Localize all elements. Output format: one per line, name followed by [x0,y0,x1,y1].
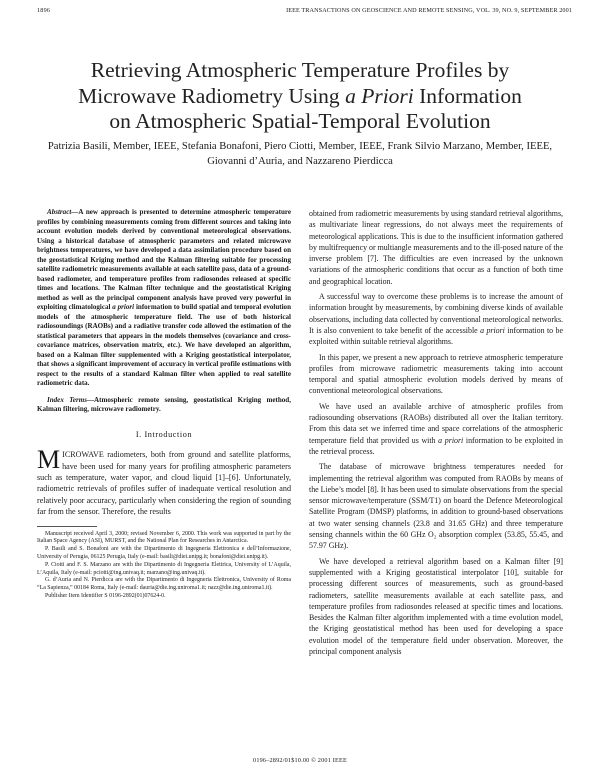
abstract-text-2: information to build spatial and temporal evolution models of the atmospheric temperature field. The use of both historical radiosoundings (RAOBs) and a radiative transfer code allowed the estimation of the statistical parameters that appears in the models themselves (covariance and cross-covariance matrices, observation matrix, etc.). We have developed an algorithm, based on a Kalman filter supplemented with a Kriging geostatistical interpolator, that shows a significant improvement of accuracy in vertical profile estimations with respect to the results of a standard Kalman filter when applied to real satellite radiometric data. [37,303,291,387]
abstract-text-1: A new approach is presented to determine atmospheric temperature profiles by combining measurements coming from different sources and taking into account evolution models derived by conventional meteorological observations. Using a historical database of atmospheric parameters and related microwave brightness temperatures, we have developed a data assimilation procedure based on the geostatistical Kriging method and the Kalman filtering suitable for processing satellite radiometric measurements available at each satellite pass, data of a ground-based radiometer, and temperature profiles from radiosondes released at specific times and locations. The Kalman filter technique and the geostatistical Kriging method as well as the principal component analysis have proved very powerful in exploiting climatological [37,208,291,311]
running-header: IEEE TRANSACTIONS ON GEOSCIENCE AND REMOTE SENSING, VOL. 39, NO. 9, SEPTEMBER 2001 [286,7,572,14]
footnote-pii: Publisher Item Identifier S 0196-2892(01)07624-0. [45,592,166,599]
title-line-2-pre: Microwave Radiometry Using [78,83,346,108]
right-paragraph-1: obtained from radiometric measurements by using standard retrieval algorithms, as multivariate linear regressions, do not always meet the requirements of meteorological applications. This is due to the insufficient information gathered by multifrequency or multiangle measurements and to the ill-posed nature of the inverse problem [7]. The difficulties are even increased by the unknown variations of the atmospheric conditions that occur as a function of both time and geographical location. [309,209,563,286]
intro-paragraph [37,445,291,517]
abstract-label: Abstract— [47,208,79,216]
authors-line-1: Patrizia Basili, Member, IEEE, Stefania Bonafoni, Piero Ciotti, Member, IEEE, Frank Silvio Marzano, Member, IEEE, [47,141,553,152]
page-number: 1896 [37,7,51,14]
right-paragraph-6: We have developed a retrieval algorithm based on a Kalman filter [9] supplemented with a Kriging geostatistical interpolator [10], suitable for processing different sources of measurements, such as ground-based radiometers, satellite measurements available at each satellite pass, and temperature profiles from radiosondes released at specific times and locations. Besides the Kalman filter algorithm implemented with a time evolution model, the Kriging geostatistical method has been used for developing a space evolution model of the temperature field under observation. Moreover, the principal component analysis [309,556,563,656]
abstract-italic: a priori [112,303,135,311]
index-terms-label: Index Terms— [47,395,95,404]
right-p2-post: information to be exploited within suitable retrieval algorithms. [309,325,563,347]
drop-cap: M [37,445,61,475]
right-paragraph-3: In this paper, we present a new approach to retrieve atmospheric temperature profiles from microwave radiometric measurements taking into account temporal and spatial atmospheric evolution models derived by means of conventional meteorological observations. [309,352,563,396]
abstract [37,208,291,389]
authors-line-2: Giovanni d’Auria, and Nazzareno Pierdicca [207,155,393,167]
right-p4-post: information to be exploited in the retrieval process. [309,435,563,456]
title-line-3: on Atmospheric Spatial-Temporal Evolution [109,109,491,133]
right-column [309,208,563,661]
intro-text: ICROWAVE radiometers, both from ground and satellite platforms, have been used for many years for profiling atmospheric parameters such as temperature, water vapor, and cloud liquid [1]–[6]. Unfortunately, radiometric retrievals of profiles suffer of inadequate vertical resolution and relatively poor accuracy, particularly when considering the region of sounding far from the sensor. Therefore, the results [37,450,291,517]
right-paragraph-4 [309,401,563,457]
index-terms-text: Atmospheric remote sensing, geostatistical Kriging method, Kalman filtering, microwave radiometry. [37,395,291,413]
title-line-2-post: Information [413,83,522,108]
right-paragraph-2 [309,291,563,347]
footnote-roma: G. d’Auria and N. Pierdicca are with the Dipartimento di Ingegneria Elettronica, University of Roma “La Sapienza,” 00184 Roma, Italy (e-mail: dauria@die.ing.uniroma1.it; nazz@die.ing.uniroma1.it). [37,577,291,592]
left-column [37,208,291,601]
footnote-rule [37,526,97,527]
paper-title [20,58,580,135]
title-line-2 [20,84,580,110]
right-p2-pre: A successful way to overcome these problems is to increase the amount of information brought by measurements, by combining diverse kinds of available observations, including data collected by conventional meteorological networks. It is also convenient to take benefit of the accessible [309,292,563,335]
title-line-1: Retrieving Atmospheric Temperature Profiles by [90,58,510,82]
copyright-footer: 0196–2892/01$10.00 © 2001 IEEE [253,757,347,764]
footnote-received: Manuscript received April 3, 2000; revised November 6, 2000. This work was supported in part by the Italian Space Agency (ASI), MURST, and the National Plan for Researches in Antarctica. [37,530,291,545]
right-p4-pre: We have used an available archive of atmospheric profiles from radiosounding observations (RAOBs) distributed all over the Italian territory. From this data set we inferred time and space correlations of the atmospheric temperature field that provided us with [309,401,563,445]
right-paragraph-5: The database of microwave brightness temperatures needed for implementing the retrieval algorithm was computed from RAOBs by means of the Liebe’s model [8]. It has been used to simulate observations from the special sensor microwave/temperature (SSM/T1) on board the Defence Meteorological Satellite Program (DMSP) platforms, in addition to ground-based observations at two water sensing channels (23.8 and 31.65 GHz) and three temperature sensing channels within the 60 GHz O₂ absorption complex (53.85, 55.45, and 57.97 GHz). [309,462,563,551]
right-p2-italic: a priori [480,325,505,335]
section-heading: I. Introduction [135,429,193,439]
index-terms [37,396,291,415]
right-p4-italic: a priori [438,435,464,445]
footnote-laquila: P. Ciotti and F. S. Marzano are with the Dipartimento di Ingegneria Elettrica, University of L’Aquila, L’Aquila, Italy (e-mail: pciotti@ing.univaq.it; marzano@ing.univaq.it). [37,561,291,576]
title-line-2-italic: a Priori [345,83,414,108]
author-list [30,140,570,169]
footnote-perugia: P. Basili and S. Bonafoni are with the Dipartimento di Ingegneria Elettronica e dell’Informazione, University of Perugia, 06125 Perugia, Italy (e-mail: basili@diei.unipg.it; bonafoni@diei.unipg.it). [37,546,291,560]
